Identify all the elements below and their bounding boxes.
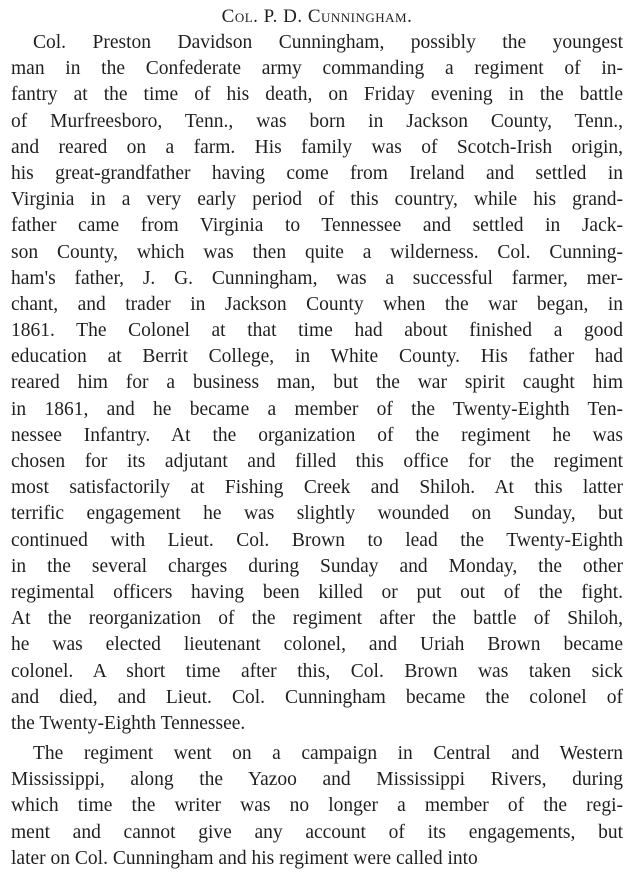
text-line: in 1861, and he became a member of the Twenty-Eighth Ten- [11,398,623,420]
body-text [11,30,623,872]
text-line: At the reorganization of the regiment after the battle of Shiloh, [11,608,623,630]
text-line: and reared on a farm. His family was of Scotch-Irish origin, [11,136,623,158]
text-line: most satisfactorily at Fishing Creek and Shiloh. At this latter [11,477,623,499]
text-line: later on Col. Cunningham and his regiment were called into [11,847,478,869]
paragraph [11,741,623,872]
text-line: ham's father, J. G. Cunningham, was a successful farmer, mer- [11,267,623,289]
text-line: Col. Preston Davidson Cunningham, possibly the youngest [33,32,623,53]
text-line: father came from Virginia to Tennessee and settled in Jack- [11,215,623,237]
text-line: man in the Confederate army commanding a regiment of in- [11,58,623,80]
text-line: and died, and Lieut. Col. Cunningham became the colonel of [11,686,623,708]
text-line: ment and cannot give any account of its engagements, but [11,821,623,843]
text-line: regimental officers having been killed or put out of the fight. [11,581,623,603]
text-line: 1861. The Colonel at that time had about finished a good [11,320,623,342]
text-line: The regiment went on a campaign in Central and Western [33,743,623,765]
text-line: his great-grandfather having come from Ireland and settled in [11,162,623,184]
text-line: of Murfreesboro, Tenn., was born in Jackson County, Tenn., [11,110,623,132]
text-line: education at Berrit College, in White County. His father had [11,346,623,368]
text-line: in the several charges during Sunday and Monday, the other [11,555,623,577]
paragraph [11,30,623,737]
text-line: reared him for a business man, but the war spirit caught him [11,372,623,394]
text-line: chant, and trader in Jackson County when the war began, in [11,293,623,315]
text-line: continued with Lieut. Col. Brown to lead the Twenty-Eighth [11,529,623,551]
text-line: nessee Infantry. At the organization of the regiment he was [11,424,623,446]
text-line: terrific engagement he was slightly wounded on Sunday, but [11,503,623,525]
text-line: colonel. A short time after this, Col. Brown was taken sick [11,660,623,682]
text-line: Mississippi, along the Yazoo and Mississippi Rivers, during [11,769,623,791]
text-line: Virginia in a very early period of this country, while his grand- [11,189,623,211]
text-line: the Twenty-Eighth Tennessee. [11,712,246,734]
text-line: fantry at the time of his death, on Friday evening in the battle [11,84,623,106]
page-title: Col. P. D. Cunningham. [221,6,413,27]
text-line: son County, which was then quite a wilderness. Col. Cunning- [11,241,623,263]
text-line: he was elected lieutenant colonel, and Uriah Brown became [11,634,623,656]
text-line: chosen for its adjutant and filled this office for the regiment [11,451,623,472]
text-line: which time the writer was no longer a member of the regi- [11,795,623,817]
